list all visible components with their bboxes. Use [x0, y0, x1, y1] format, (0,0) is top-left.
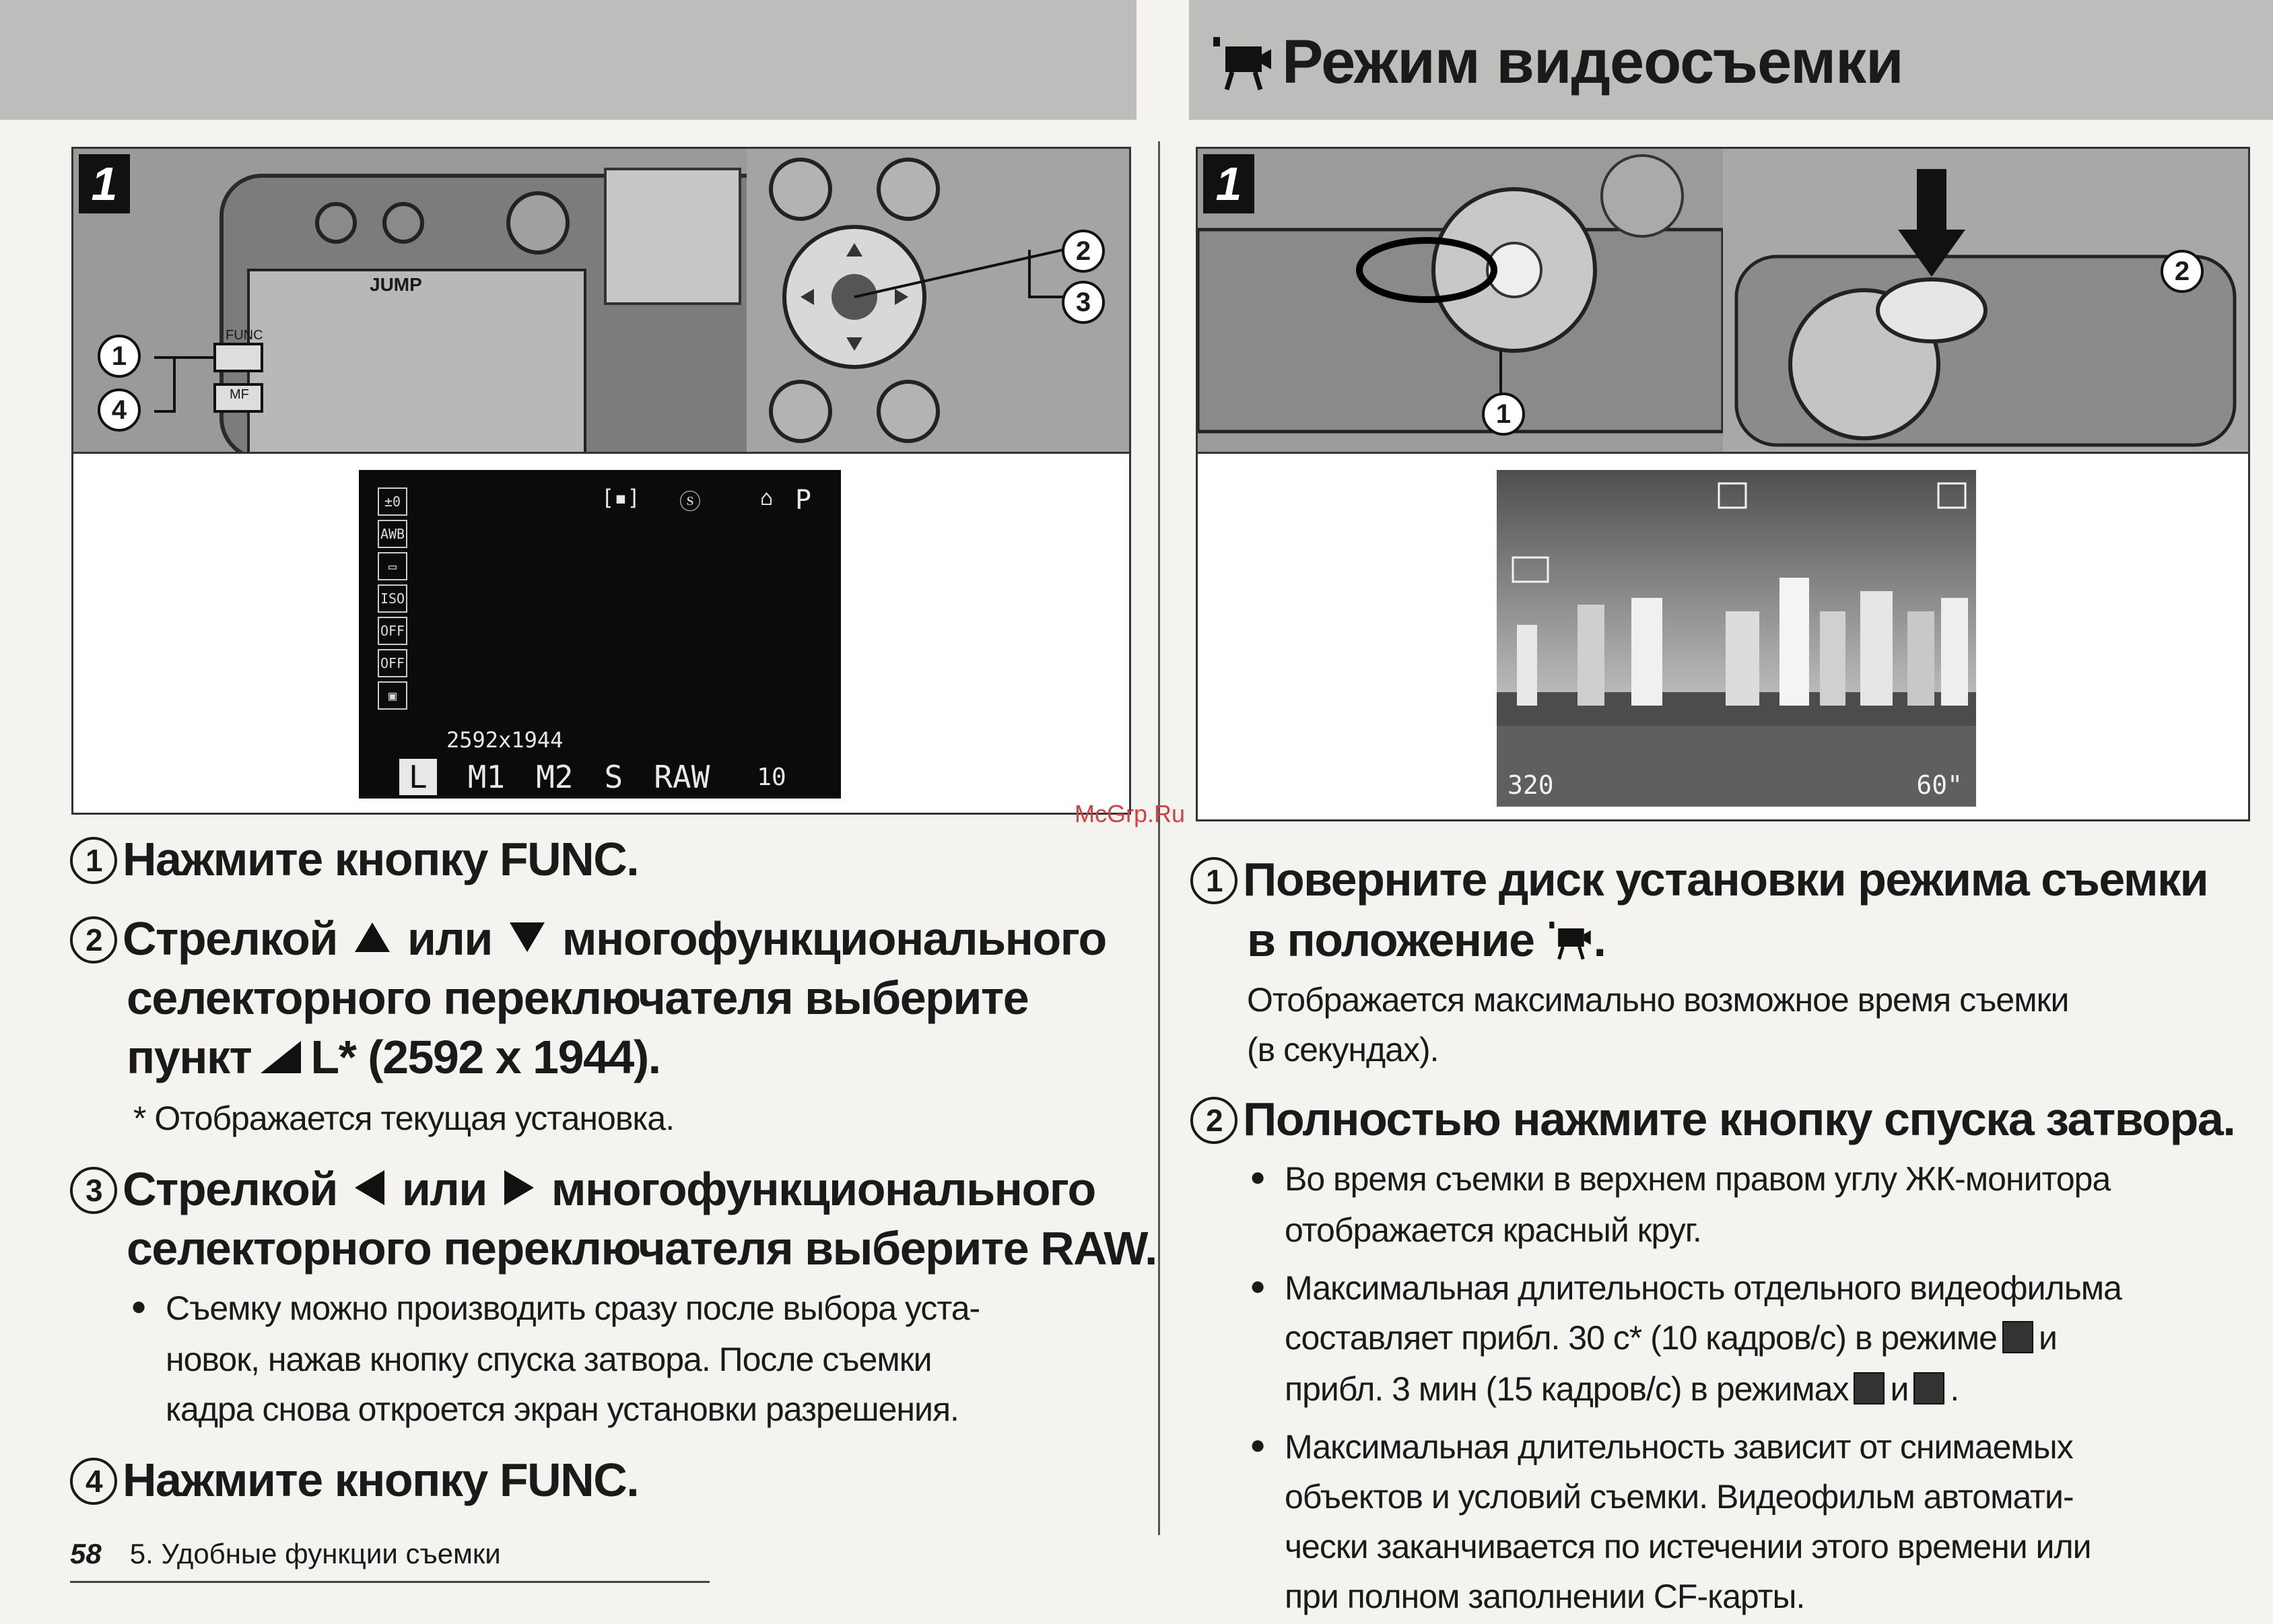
bullet-text: и — [2038, 1319, 2057, 1357]
left-step-3-line-1 — [70, 1162, 1095, 1216]
mf-button-label: MF — [230, 387, 249, 402]
right-bullet-3-line-2: объектов и условий съемки. Видеофильм автомати- — [1285, 1478, 2074, 1516]
right-step-2 — [1190, 1092, 2235, 1146]
right-step-1-line-2: в положение . — [1247, 914, 1606, 966]
figure-step-tag: 1 — [79, 154, 130, 213]
menu-item-m1[interactable]: M1 — [467, 759, 506, 795]
bullet-text: . — [1950, 1370, 1959, 1408]
step-text: Нажмите кнопку FUNC. — [123, 1454, 639, 1506]
step-text: в положение — [1247, 914, 1534, 966]
flash-off-icon: OFF — [378, 649, 407, 677]
right-bullet-3-line-4: при полном заполнении CF-карты. — [1285, 1578, 1805, 1615]
current-setting-note: * Отображается текущая установка. — [133, 1099, 675, 1137]
left-step-2-line-3 — [127, 1030, 660, 1084]
callout-1: 1 — [98, 335, 141, 378]
exposure-icon: ±0 — [378, 487, 407, 516]
menu-item-l[interactable]: L — [399, 759, 437, 795]
step-number: 3 — [70, 1167, 117, 1214]
step-text: многофункционального — [562, 912, 1106, 965]
watermark: McGrp.Ru — [1075, 800, 1186, 827]
left-step-4 — [70, 1453, 638, 1507]
up-arrow-icon — [355, 922, 390, 952]
callout-3: 3 — [1062, 281, 1105, 324]
right-bullet-3-line-3: чески заканчивается по истечении этого времени или — [1285, 1528, 2091, 1565]
bullet-text: составляет прибл. 30 с* (10 кадров/с) в режиме — [1285, 1319, 1997, 1357]
right-arrow-icon — [504, 1170, 534, 1205]
movie-mode-icon — [1212, 34, 1273, 91]
header-band-left — [0, 0, 1136, 120]
step-text: или — [407, 912, 492, 965]
callout-2: 2 — [1062, 230, 1105, 273]
camera-top-photo — [1198, 149, 2248, 454]
step-text: L* (2592 x 1944). — [310, 1031, 660, 1083]
camera-back-photo — [73, 149, 1129, 454]
step-text: или — [401, 1163, 487, 1215]
movie-preview — [1497, 470, 1976, 807]
iso-icon: ISO — [378, 584, 407, 613]
right-figure — [1196, 147, 2250, 821]
step-text: Нажмите кнопку FUNC. — [123, 833, 639, 885]
menu-item-m2[interactable]: M2 — [536, 759, 574, 795]
step-text: Стрелкой — [123, 1163, 337, 1215]
callout-2-right: 2 — [2161, 250, 2204, 293]
left-bullet-line-3: кадра снова откроется экран установки разрешения. — [166, 1390, 959, 1428]
chapter-title: 5. Удобные функции съемки — [129, 1538, 501, 1569]
page-title — [1212, 27, 1903, 98]
right-bullet-3-line-1: ● Максимальная длительность зависит от снимаемых — [1285, 1427, 2073, 1466]
movie-size-label: 320 — [1507, 770, 1554, 800]
program-mode-label: P — [795, 485, 812, 516]
func-button-label: FUNC — [226, 328, 263, 343]
left-step-2-line-2: селекторного переключателя выберите — [127, 972, 1029, 1024]
step-number: 4 — [70, 1458, 117, 1505]
right-step-1-body-2: (в секундах). — [1247, 1031, 1439, 1069]
footer-rule — [70, 1581, 710, 1583]
step-text: многофункционального — [551, 1163, 1095, 1215]
left-arrow-icon — [355, 1170, 384, 1205]
movie-160-icon — [1913, 1372, 1944, 1405]
callout-4: 4 — [98, 388, 141, 432]
bullet-text: и — [1890, 1370, 1909, 1408]
step-text: Стрелкой — [123, 912, 337, 965]
step-number: 2 — [1190, 1097, 1237, 1144]
right-bullet-1-line-2: отображается красный круг. — [1285, 1211, 1701, 1249]
step-text: Поверните диск установки режима съемки — [1243, 853, 2208, 906]
left-figure — [71, 147, 1131, 815]
jump-button-label: JUMP — [370, 274, 422, 295]
right-bullet-1-line-1: ● Во время съемки в верхнем правом углу ЖК-монитора — [1285, 1159, 2110, 1198]
left-bullet-line-2: новок, нажав кнопку спуска затвора. После съемки — [166, 1341, 932, 1378]
movie-mode-icon — [1547, 917, 1594, 957]
drive-mode-icon: ▭ — [378, 552, 407, 580]
right-bullet-2-line-2 — [1285, 1318, 2057, 1357]
page-footer — [70, 1538, 501, 1570]
resolution-menu — [359, 755, 841, 799]
right-step-1-line-1 — [1190, 852, 2208, 906]
callout-1-right: 1 — [1482, 393, 1525, 436]
down-arrow-icon — [510, 922, 545, 952]
effect-off-icon: OFF — [378, 617, 407, 645]
left-bullet-line-1: ● Съемку можно производить сразу после выбора уста- — [166, 1289, 980, 1328]
resolution-l-icon — [261, 1041, 301, 1073]
step-text: пункт — [127, 1031, 252, 1083]
step-number: 1 — [1190, 857, 1237, 904]
left-step-1 — [70, 832, 638, 886]
remaining-time-label: 60" — [1916, 770, 1963, 800]
left-step-3-line-2: селекторного переключателя выберите RAW. — [127, 1222, 1157, 1275]
menu-item-s[interactable]: S — [604, 759, 623, 795]
step-number: 2 — [70, 916, 117, 963]
shots-remaining: 10 — [757, 763, 786, 791]
figure-step-tag-right: 1 — [1203, 154, 1254, 213]
camera-mode-icon: ⌂ — [760, 485, 774, 510]
lcd-screen — [359, 470, 841, 799]
movie-640-icon — [2002, 1321, 2033, 1353]
right-bullet-2-line-3 — [1285, 1369, 1959, 1409]
bullet-text: прибл. 3 мин (15 кадров/с) в режимах — [1285, 1370, 1849, 1408]
stabilizer-icon: ⓢ — [679, 489, 702, 514]
af-frame-icon: [▪] — [601, 485, 640, 510]
step-number: 1 — [70, 837, 117, 884]
step-text: Полностью нажмите кнопку спуска затвора. — [1243, 1093, 2235, 1145]
menu-item-raw[interactable]: RAW — [654, 759, 710, 795]
page-number: 58 — [70, 1538, 102, 1569]
right-bullet-2-line-1: ● Максимальная длительность отдельного видеофильма — [1285, 1268, 2122, 1308]
movie-320-icon — [1854, 1372, 1885, 1405]
resolution-readout: 2592x1944 — [446, 727, 564, 753]
right-step-1-body-1: Отображается максимально возможное время съемки — [1247, 981, 2069, 1019]
metering-icon: ▣ — [378, 681, 407, 710]
column-divider — [1158, 141, 1160, 1535]
left-step-2-line-1 — [70, 912, 1106, 966]
white-balance-icon: AWB — [378, 520, 407, 548]
page-title-text: Режим видеосъемки — [1282, 28, 1903, 96]
